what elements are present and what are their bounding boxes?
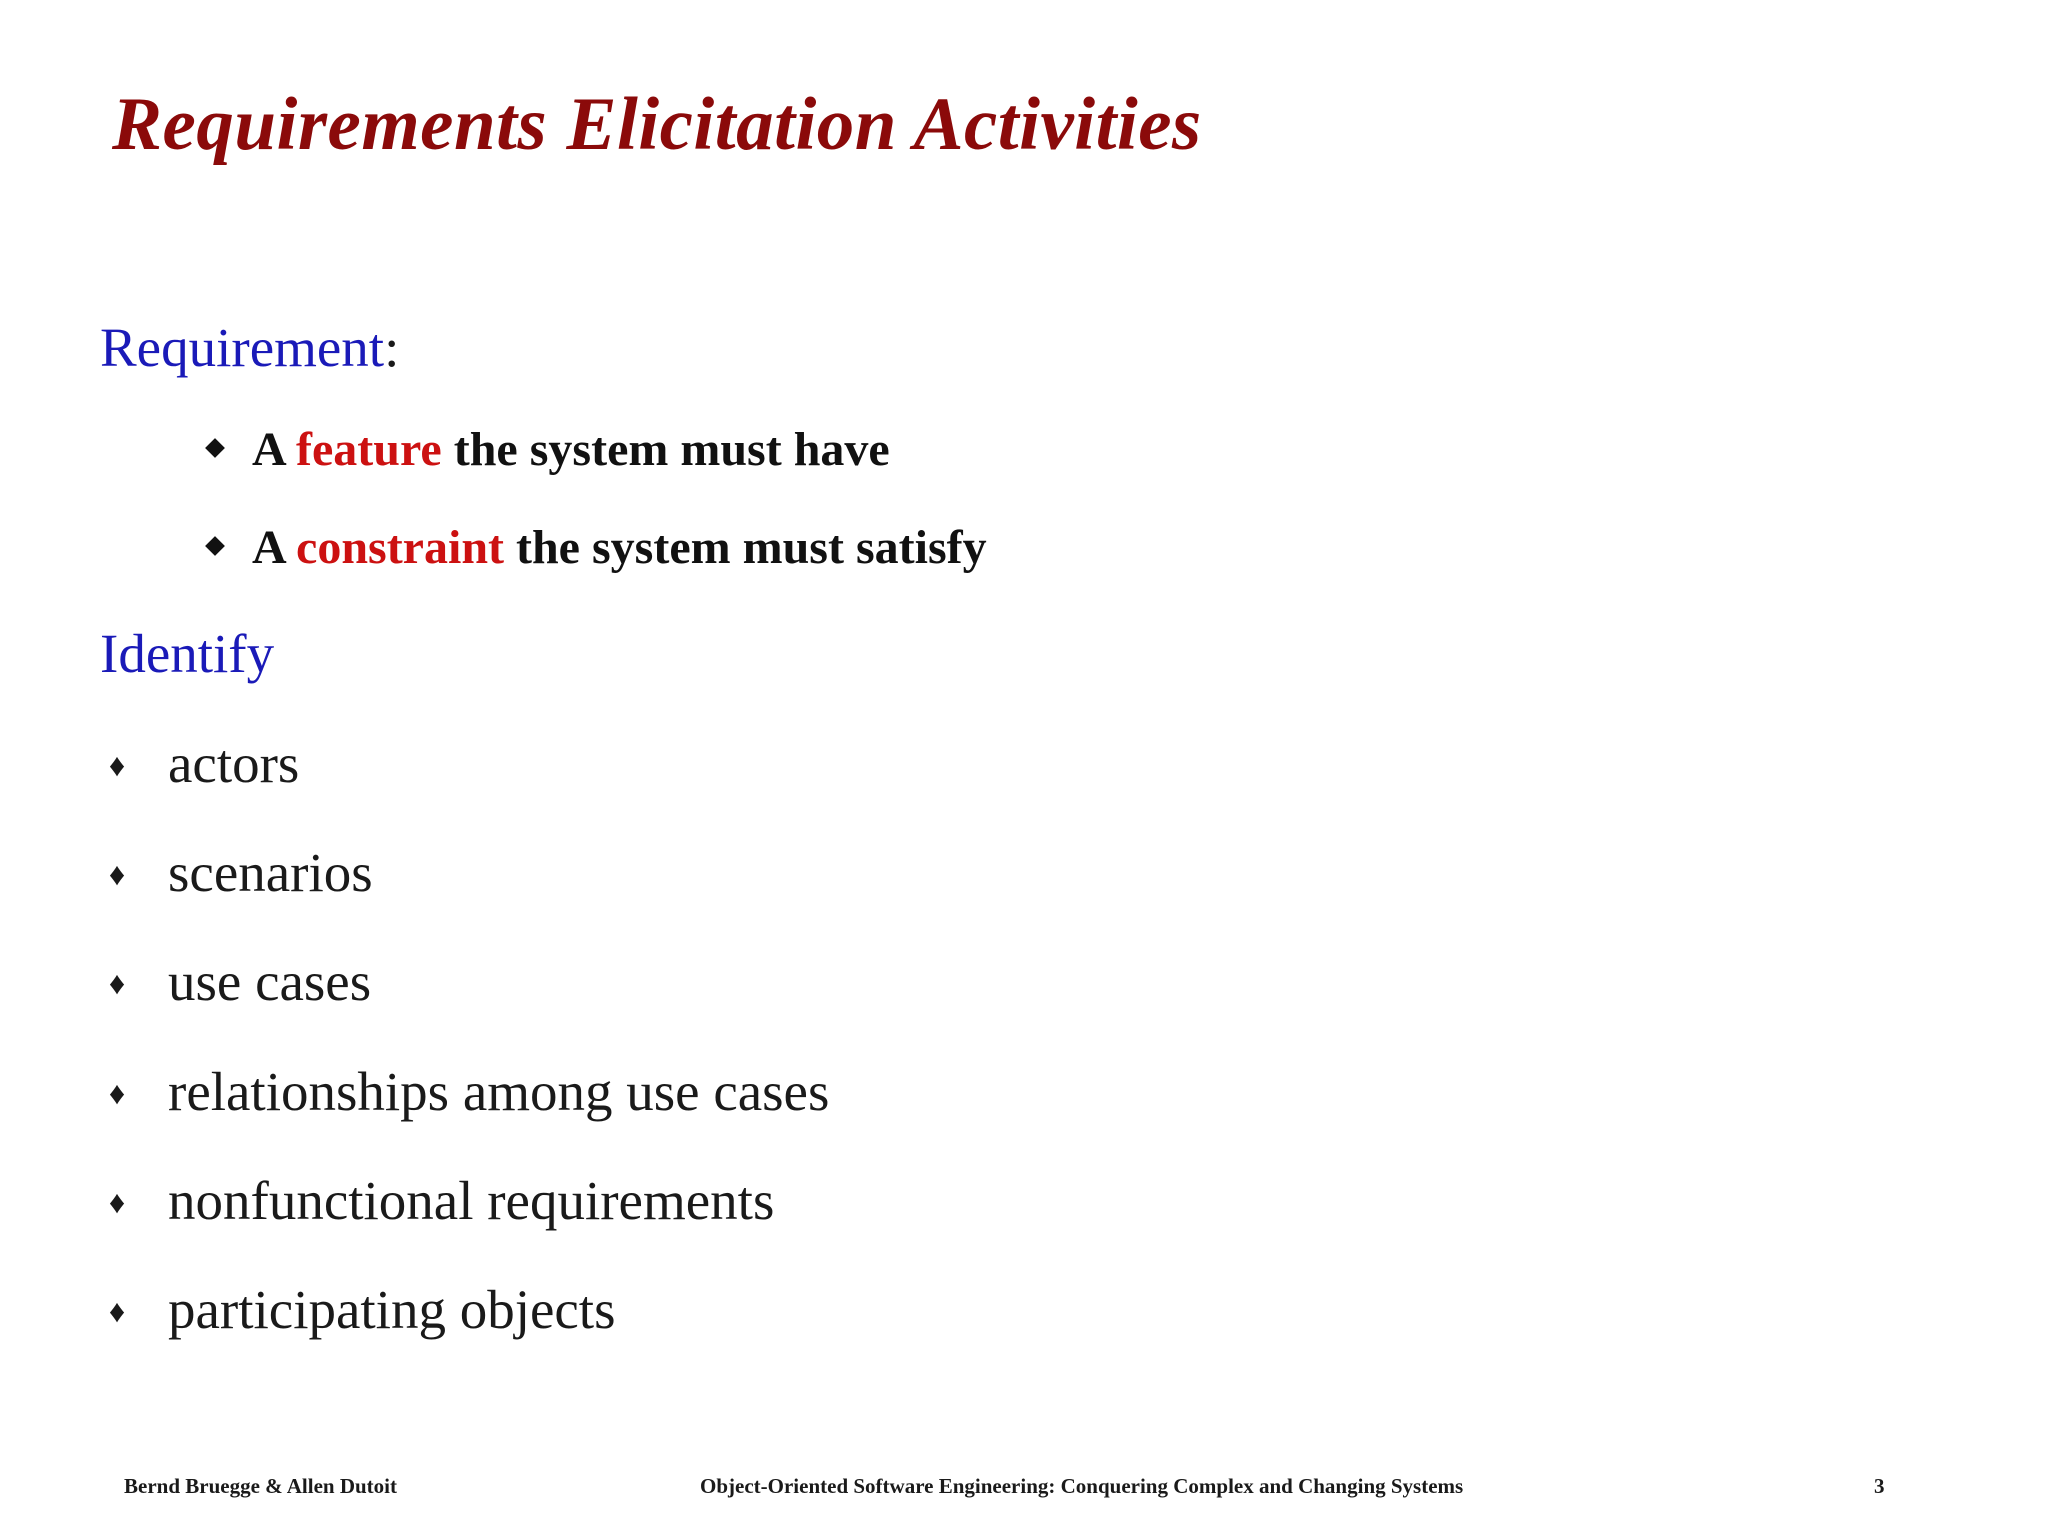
diamond-bullet-icon [205, 438, 225, 458]
identify-item-label: participating objects [168, 1279, 616, 1340]
requirement-item-prefix: A [252, 521, 297, 574]
identify-item-scenarios [104, 841, 373, 904]
requirement-item-accent: constraint [296, 521, 504, 574]
diamond-bullet-icon: ♦ [108, 1293, 126, 1329]
diamond-bullet-icon [205, 536, 225, 556]
footer-book-title: Object-Oriented Software Engineering: Conquering Complex and Changing Systems [700, 1474, 1464, 1498]
identify-item-use-cases [104, 950, 371, 1013]
footer-authors: Bernd Bruegge & Allen Dutoit [124, 1474, 397, 1498]
slide-title: Requirements Elicitation Activities [112, 83, 1202, 166]
requirement-heading-colon: : [384, 317, 400, 378]
identify-item-label: actors [168, 733, 300, 794]
identify-item-nonfunctional [104, 1169, 774, 1232]
diamond-bullet-icon: ♦ [108, 1075, 126, 1111]
requirement-item-constraint [208, 520, 987, 575]
identify-item-label: scenarios [168, 842, 373, 903]
identify-item-label: use cases [168, 951, 372, 1012]
footer-page-number: 3 [1874, 1474, 1885, 1498]
requirement-item-accent: feature [296, 423, 442, 476]
identify-item-label: relationships among use cases [168, 1061, 830, 1122]
requirement-heading-text: Requirement [100, 317, 385, 378]
identify-item-label: nonfunctional requirements [168, 1170, 775, 1231]
diamond-bullet-icon: ♦ [108, 965, 126, 1001]
identify-heading: Identify [100, 623, 275, 684]
requirement-item-feature [208, 422, 890, 477]
diamond-bullet-icon: ♦ [108, 1184, 126, 1220]
identify-item-actors [104, 732, 299, 795]
identify-item-participating-objects [104, 1278, 616, 1341]
requirement-item-suffix: the system must satisfy [504, 521, 987, 574]
diamond-bullet-icon: ♦ [108, 747, 126, 783]
requirement-item-prefix: A [252, 423, 297, 476]
requirement-heading [100, 316, 399, 379]
identify-item-relationships [104, 1060, 829, 1123]
diamond-bullet-icon: ♦ [108, 856, 126, 892]
requirement-item-suffix: the system must have [441, 423, 890, 476]
